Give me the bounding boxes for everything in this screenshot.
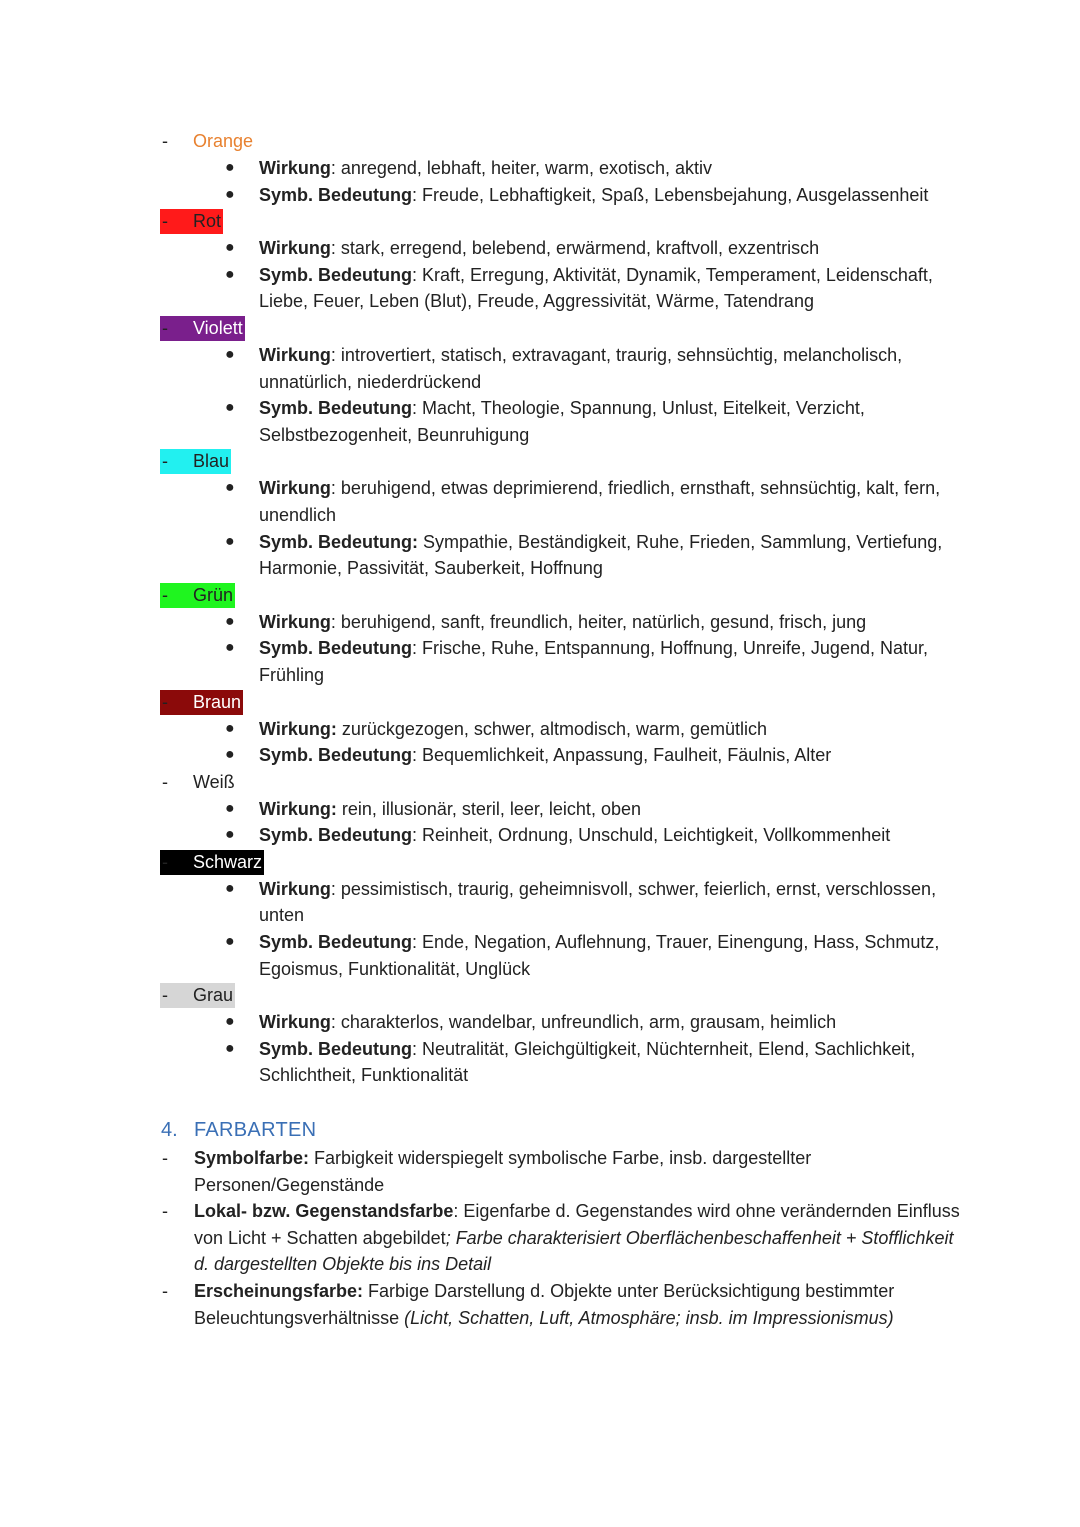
color-bullet-list [0, 475, 1080, 581]
color-name: Grau [193, 985, 234, 1006]
list-dash: - [162, 691, 168, 712]
color-name: Schwarz [193, 851, 263, 872]
bullet-icon: ● [225, 1013, 235, 1031]
bedeutung-item-label: Symb. Bedeutung [259, 184, 413, 205]
bedeutung-item [0, 182, 1080, 209]
color-heading [0, 315, 1080, 342]
wirkung-item [0, 609, 1080, 636]
bullet-icon: ● [225, 345, 235, 363]
bedeutung-item-text: : Bequemlichkeit, Anpassung, Faulheit, Fäulnis, Alter [412, 745, 832, 766]
wirkung-item-text: : beruhigend, etwas deprimierend, friedlich, ernsthaft, sehnsüchtig, kalt, fern, unendlich [259, 478, 941, 525]
wirkung-item-label: Wirkung [259, 344, 331, 365]
color-type-term: Lokal- bzw. Gegenstandsfarbe [194, 1201, 454, 1222]
color-heading [0, 982, 1080, 1009]
wirkung-item-text: : pessimistisch, traurig, geheimnisvoll, schwer, feierlich, ernst, verschlossen, unten [259, 878, 937, 926]
bullet-icon: ● [225, 799, 235, 817]
wirkung-item [0, 716, 1080, 743]
bullet-icon: ● [225, 239, 235, 257]
color-name: Rot [193, 211, 222, 232]
wirkung-item-label: Wirkung [259, 878, 331, 899]
bedeutung-item-text: Sympathie, Beständigkeit, Ruhe, Frieden, Sammlung, Vertiefung, Harmonie, Passivität, Sauberkeit, Hoffnung [259, 531, 943, 579]
color-bullet-list [0, 155, 1080, 208]
color-type-item [0, 1145, 1080, 1198]
color-type-text: Farbigkeit widerspiegelt symbolische Farbe, insb. dargestellter Personen/Gegenstände [194, 1148, 812, 1195]
wirkung-item [0, 155, 1080, 182]
color-bullet-list [0, 1009, 1080, 1089]
wirkung-item-label: Wirkung: [259, 718, 337, 739]
color-type-note: ; Farbe charakterisiert Oberflächenbeschaffenheit + Stofflichkeit d. dargestellten Objekte bis ins Detail [194, 1227, 954, 1275]
color-type-text: Farbige Darstellung d. Objekte unter Berücksichtigung bestimmter Beleuchtungsverhältnisse [194, 1281, 895, 1328]
bedeutung-item [0, 262, 1080, 315]
wirkung-item [0, 796, 1080, 823]
list-dash: - [162, 851, 168, 872]
bullet-icon: ● [225, 826, 235, 844]
bedeutung-item-text: : Frische, Ruhe, Entspannung, Hoffnung, Unreife, Jugend, Natur, Frühling [259, 638, 928, 685]
bedeutung-item [0, 822, 1080, 849]
wirkung-item [0, 876, 1080, 929]
color-bullet-list [0, 796, 1080, 849]
bedeutung-item [0, 529, 1080, 582]
bedeutung-item-text: : Reinheit, Ordnung, Unschuld, Leichtigkeit, Vollkommenheit [412, 825, 891, 846]
color-name: Weiß [193, 771, 235, 792]
wirkung-item-label: Wirkung [259, 238, 331, 259]
bedeutung-item-label: Symb. Bedeutung [259, 825, 413, 846]
color-heading [0, 769, 1080, 796]
color-bullet-list [0, 235, 1080, 315]
bullet-icon: ● [225, 612, 235, 630]
bullet-icon: ● [225, 1039, 235, 1057]
bedeutung-item-label: Symb. Bedeutung [259, 745, 413, 766]
wirkung-item-label: Wirkung [259, 478, 331, 499]
list-dash: - [162, 771, 168, 792]
bullet-icon: ● [225, 933, 235, 951]
wirkung-item-label: Wirkung [259, 611, 331, 632]
wirkung-item [0, 235, 1080, 262]
color-name: Braun [193, 691, 242, 712]
wirkung-item-text: rein, illusionär, steril, leer, leicht, oben [336, 798, 641, 819]
bedeutung-item [0, 1036, 1080, 1089]
list-dash: - [162, 584, 168, 605]
wirkung-item-text: : beruhigend, sanft, freundlich, heiter, natürlich, gesund, frisch, jung [330, 611, 867, 632]
list-dash: - [162, 1148, 168, 1169]
color-list [0, 128, 1080, 1089]
color-bullet-list [0, 716, 1080, 769]
wirkung-item-text: : anregend, lebhaft, heiter, warm, exotisch, aktiv [330, 158, 713, 178]
wirkung-item-label: Wirkung [259, 1012, 331, 1033]
bullet-icon: ● [225, 639, 235, 657]
color-heading [0, 689, 1080, 716]
list-dash: - [162, 131, 168, 151]
wirkung-item-text: zurückgezogen, schwer, altmodisch, warm, gemütlich [336, 718, 768, 739]
color-type-term: Symbolfarbe: [194, 1148, 310, 1169]
color-name: Violett [193, 317, 243, 338]
color-heading [0, 208, 1080, 235]
color-type-item [0, 1198, 1080, 1278]
bedeutung-item-text: : Macht, Theologie, Spannung, Unlust, Eitelkeit, Verzicht, Selbstbezogenheit, Beunruhigung [259, 398, 865, 445]
bedeutung-item [0, 635, 1080, 688]
bedeutung-item-label: Symb. Bedeutung: [259, 531, 419, 552]
color-bullet-list [0, 876, 1080, 982]
bullet-icon: ● [225, 479, 235, 497]
wirkung-item-text: : charakterlos, wandelbar, unfreundlich, arm, grausam, heimlich [330, 1012, 837, 1033]
color-type-item [0, 1278, 1080, 1331]
color-heading [0, 582, 1080, 609]
section-title: FARBARTEN [194, 1119, 317, 1142]
section-number: 4. [161, 1119, 178, 1142]
bullet-icon: ● [225, 746, 235, 764]
color-name: Grün [193, 584, 234, 605]
color-type-note: (Licht, Schatten, Luft, Atmosphäre; insb. im Impressionismus) [404, 1307, 894, 1328]
wirkung-item-label: Wirkung: [259, 798, 337, 819]
list-dash: - [162, 1281, 168, 1301]
color-heading [0, 849, 1080, 876]
bedeutung-item [0, 929, 1080, 982]
bullet-icon: ● [225, 719, 235, 737]
wirkung-item [0, 342, 1080, 395]
bedeutung-item-label: Symb. Bedeutung [259, 932, 413, 953]
list-dash: - [162, 1201, 168, 1222]
list-dash: - [162, 451, 168, 472]
bedeutung-item-text: : Neutralität, Gleichgültigkeit, Nüchternheit, Elend, Sachlichkeit, Schlichtheit, Funktionalität [259, 1038, 916, 1086]
bullet-icon: ● [225, 399, 235, 417]
bullet-icon: ● [225, 185, 235, 203]
bedeutung-item-text: : Kraft, Erregung, Aktivität, Dynamik, Temperament, Leidenschaft, Liebe, Feuer, Leben (Blut), Freude, Aggressivität, Wärme, Tatendrang [259, 264, 933, 312]
list-dash: - [162, 317, 168, 338]
bedeutung-item-text: : Ende, Negation, Auflehnung, Trauer, Einengung, Hass, Schmutz, Egoismus, Funktionalität, Unglück [259, 932, 940, 979]
color-name: Orange [193, 131, 254, 151]
bedeutung-item-label: Symb. Bedeutung [259, 398, 413, 419]
bullet-icon: ● [225, 265, 235, 283]
bullet-icon: ● [225, 159, 235, 176]
color-bullet-list [0, 609, 1080, 689]
document-page [0, 128, 1080, 1331]
bullet-icon: ● [225, 879, 235, 897]
bedeutung-item-label: Symb. Bedeutung [259, 264, 413, 285]
color-heading [0, 128, 1080, 155]
bedeutung-item-label: Symb. Bedeutung [259, 1038, 413, 1059]
wirkung-item [0, 475, 1080, 528]
wirkung-item-text: : stark, erregend, belebend, erwärmend, kraftvoll, exzentrisch [330, 238, 820, 259]
bedeutung-item [0, 742, 1080, 769]
color-type-list [0, 1145, 1080, 1331]
wirkung-item-text: : introvertiert, statisch, extravagant, traurig, sehnsüchtig, melancholisch, unnatürlich, niederdrückend [259, 344, 903, 392]
color-name: Blau [193, 451, 230, 472]
bedeutung-item-text: : Freude, Lebhaftigkeit, Spaß, Lebensbejahung, Ausgelassenheit [412, 184, 929, 205]
wirkung-item-label: Wirkung [259, 158, 331, 178]
section-heading [0, 1115, 1080, 1145]
color-type-text: : Eigenfarbe d. Gegenstandes wird ohne verändernden Einfluss von Licht + Schatten abgebildet [194, 1201, 960, 1248]
bedeutung-item [0, 395, 1080, 448]
list-dash: - [162, 211, 168, 232]
bedeutung-item-label: Symb. Bedeutung [259, 638, 413, 659]
wirkung-item [0, 1009, 1080, 1036]
list-dash: - [162, 985, 168, 1006]
color-bullet-list [0, 342, 1080, 448]
color-type-term: Erscheinungsfarbe: [194, 1281, 364, 1301]
bullet-icon: ● [225, 532, 235, 550]
color-heading [0, 448, 1080, 475]
